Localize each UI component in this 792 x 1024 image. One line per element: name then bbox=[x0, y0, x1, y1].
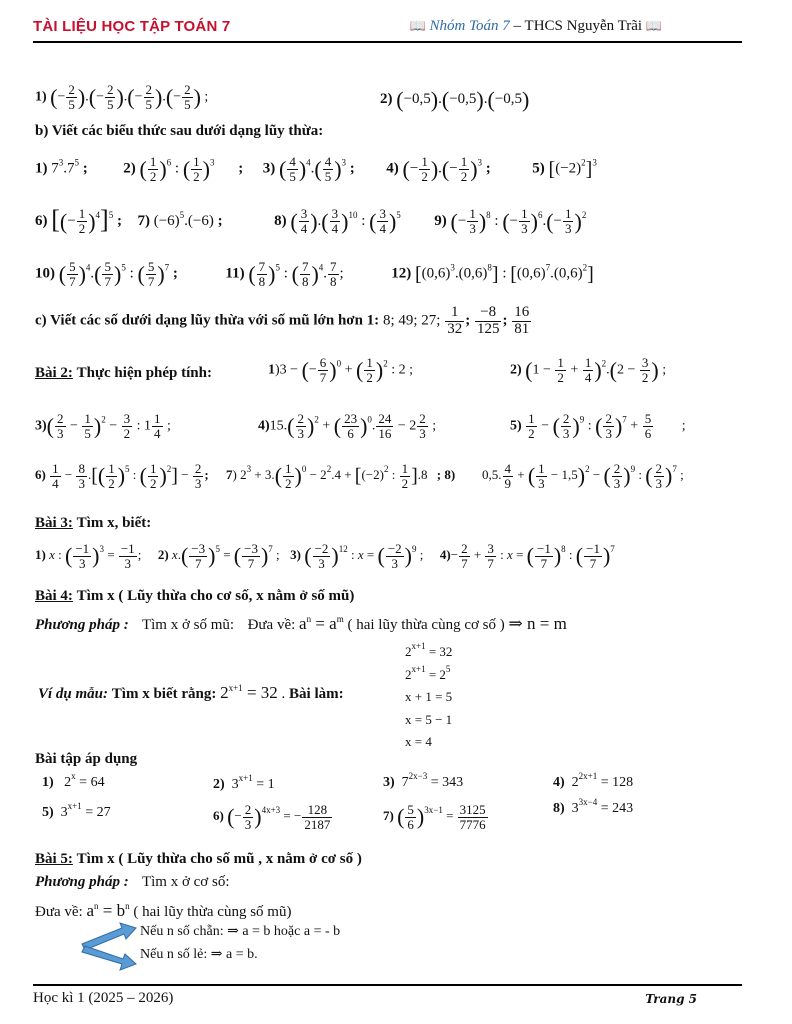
bai5-odd-case: Nếu n số lẻ: ⇒ a = b. bbox=[140, 947, 258, 962]
page-number: Trang 5 bbox=[645, 992, 697, 1006]
footer-term: Học kì 1 (2025 – 2026) bbox=[33, 990, 174, 1006]
section-b-heading: b) Viết các biểu thức sau dưới dạng lũy thừa: bbox=[35, 123, 324, 139]
bai2-ex2: 2) (1 − $\frac{1}{2}$ + $\frac{1}{4}$ )$^2$.(2 − $\frac{3}{2}$ ) ; bbox=[510, 355, 667, 385]
applied-ex8: 8) $3^{3x-4} = 243$ bbox=[553, 797, 634, 816]
bai4-solution-steps: $2^{x+1} = 32$ $2^{x+1} = 2^5$ x + 1 = 5 x = 5 − 1 x = 4 bbox=[405, 641, 453, 749]
exercise-a2: 2) (−0,5).(−0,5).(−0,5) bbox=[380, 87, 530, 112]
applied-ex1: 1) $2^x = 64$ bbox=[42, 771, 105, 790]
bai5-even-case: Nếu n số chẵn: ⇒ a = b hoặc a = - b bbox=[140, 924, 341, 939]
document-title: TÀI LIỆU HỌC TẬP TOÁN 7 bbox=[33, 18, 231, 35]
bai2-ex6: 6) $\frac{1}{4}$ − $\frac{8}{3}$ .[( $\frac{1}{2}$ )$^5$ : ( $\frac{1}{2}$ )$^2$] − $\frac{2}{3}$ ; bbox=[35, 461, 209, 491]
applied-exercises-heading: Bài tập áp dụng bbox=[35, 751, 138, 767]
bai2-heading: Bài 2: Thực hiện phép tính: bbox=[35, 365, 212, 381]
bai2-ex3: 3)( $\frac{2}{3}$ − $\frac{1}{5}$ )$^2$ − $\frac{3}{2}$ : 1 $\frac{1}{4}$ ; bbox=[35, 411, 171, 441]
branch-arrows-icon bbox=[78, 922, 142, 972]
applied-ex2: 2) $3^{x+1} = 1$ bbox=[213, 773, 275, 792]
applied-ex5: 5) $3^{x+1} = 27$ bbox=[42, 801, 111, 820]
applied-ex4: 4) $2^{2x+1} = 128$ bbox=[553, 771, 634, 790]
bai5-method: Phương pháp : Tìm x ở cơ số: bbox=[35, 874, 230, 890]
bai2-ex1: 1)3 − (− $\frac{6}{7}$ )$^0$ + ( $\frac{1}{2}$ )$^2$ : 2 ; bbox=[268, 355, 413, 385]
bai4-method: Phương pháp : Tìm x ở số mũ: Đưa về: $a^n = a^m$ ( hai lũy thừa cùng cơ số ) ⇒ n = m bbox=[35, 614, 567, 633]
bai2-ex7: 7) $2^3 + 3$.( $\frac{1}{2}$ )$^0 - 2^2.4 + [(-2)^2$ : $\frac{1}{2}$ ].8 ; 8) bbox=[226, 461, 456, 491]
bai3-exercises: 1) x : ( $\frac{-1}{3}$ )$^3$ = $\frac{-1}{3}$ ; 2) x.( $\frac{-3}{7}$ )$^5$ = ( $\frac{-3}{7}$ )$^7$ ; 3) ( $\frac{-2}{3}$ )$^{12}$ : x = ( $\frac{-2}{3}$ )$^9$ ; 4)− $\frac{2}{7}$ + $\frac{3}{7}$ : x = ( $\frac{-1}{7}$ )$^8$ : ( $\frac{-1}{7}$ )$^7$ bbox=[35, 541, 615, 571]
header-divider bbox=[33, 41, 742, 43]
footer-divider bbox=[33, 984, 742, 986]
bai2-ex5: 5) $\frac{1}{2}$ − ( $\frac{2}{3}$ )$^9$ : ( $\frac{2}{3}$ )$^7$ + $\frac{5}{6}$ ; bbox=[510, 411, 686, 441]
school-name: THCS Nguyễn Trãi bbox=[524, 18, 643, 34]
section-c-heading: c) Viết các số dưới dạng lũy thừa với số mũ lớn hơn 1: 8; 49; 27; $\frac{1}{32}$ ; $\frac{-8}{125}$ ; $\frac{16}{81}$ bbox=[35, 304, 530, 337]
bai2-ex8: 0,5. $\frac{4}{9}$ + ( $\frac{1}{3}$ − 1,5)$^2$ − ( $\frac{2}{3}$ )$^9$ : ( $\frac{2}{3}$ )$^7$ ; bbox=[482, 461, 684, 491]
bai4-heading: Bài 4: Tìm x ( Lũy thừa cho cơ số, x nằm ở số mũ) bbox=[35, 588, 355, 604]
page-header bbox=[33, 18, 759, 42]
applied-ex3: 3) $7^{2x-3} = 343$ bbox=[383, 771, 464, 790]
bai5-reduce: Đưa về: $a^n = b^n$ ( hai lũy thừa cùng số mũ) bbox=[35, 901, 292, 920]
bai5-heading: Bài 5: Tìm x ( Lũy thừa cho số mũ , x nằm ở cơ số ) bbox=[35, 851, 362, 867]
exercise-b-row2: 6) [(− $\frac{1}{2}$ )$^4$]$^5$ ; 7) $(-6)^5.(-6)$ ; 8) ( $\frac{3}{4}$ ).( $\frac{3}{4}$ )$^{10}$ : ( $\frac{3}{4}$ )$^5$ 9) (− $\frac{1}{3}$ )$^8$ : (− $\frac{1}{3}$ )$^6$.(− $\frac{1}{3}$ )$^2$ bbox=[35, 205, 587, 237]
bai3-heading: Bài 3: Tìm x, biết: bbox=[35, 515, 152, 531]
bai4-example: Ví dụ mẫu: Tìm x biết rằng: $2^{x+1} = 32$ . Bài làm: bbox=[38, 683, 344, 702]
group-name: Nhóm Toán 7 bbox=[429, 18, 510, 34]
bai2-ex4: 4)15.( $\frac{2}{3}$ )$^2$ + ( $\frac{23}{6}$ )$^0$. $\frac{24}{16}$ − 2 $\frac{2}{3}$ ; bbox=[258, 411, 437, 441]
applied-ex7: 7) ( $\frac{5}{6}$ )$^{3x-1}$ = $\frac{3125}{7776}$ bbox=[383, 802, 486, 832]
exercise-a1: 1) (− $\frac{2}{5}$ ).(− $\frac{2}{5}$ ).(− $\frac{2}{5}$ ).(− $\frac{2}{5}$ ) ; bbox=[35, 82, 209, 112]
book-icon: 📖 bbox=[645, 18, 662, 33]
book-icon: 📖 bbox=[409, 18, 426, 33]
applied-ex6: 6) (− $\frac{2}{3}$ )$^{4x+3}$ = − $\frac{128}{2187}$ bbox=[213, 802, 331, 832]
exercise-b-row3: 10) ( $\frac{5}{7}$ )$^4$.( $\frac{5}{7}$ )$^5$ : ( $\frac{5}{7}$ )$^7$ ; 11) ( $\frac{7}{8}$ )$^5$ : ( $\frac{7}{8}$ )$^4$. $\frac{7}{8}$ ; 12) $[(0,6)^3.(0,6)^8]$ : $[(0,6)^7.(0,6)^2]$ bbox=[35, 259, 594, 289]
header-source: 📖 Nhóm Toán 7 – THCS Nguyễn Trãi 📖 bbox=[409, 18, 662, 34]
exercise-b-row1: 1) $7^3.7^5$ ; 2) ( $\frac{1}{2}$ )$^6$ : ( $\frac{1}{2}$ )$^3$ ; 3) ( $\frac{4}{5}$ )$^4$.( $\frac{4}{5}$ )$^3$ ; 4) (− $\frac{1}{2}$ ).(− $\frac{1}{2}$ )$^3$ ; 5) $[(-2)^2]^3$ bbox=[35, 154, 597, 184]
